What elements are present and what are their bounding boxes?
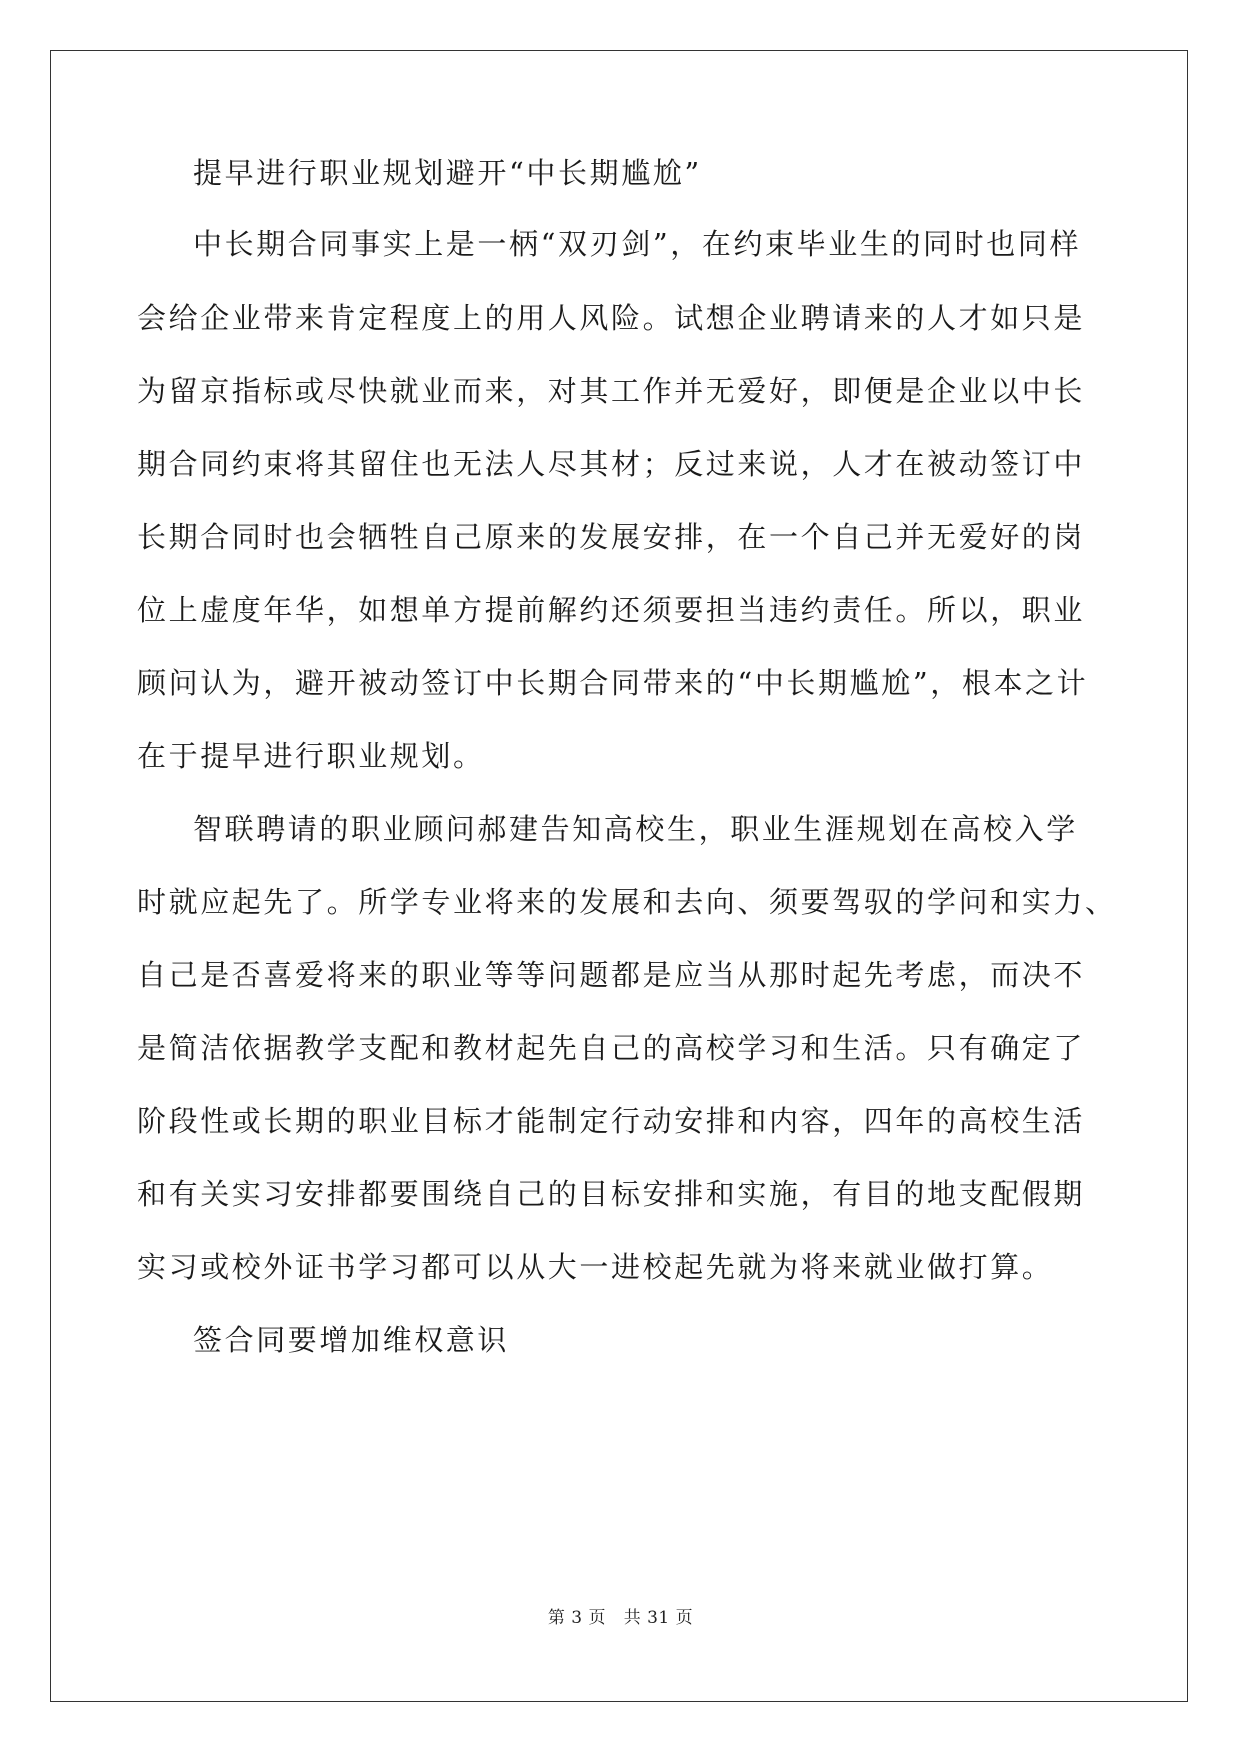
body-line: 位上虚度年华，如想单方提前解约还须要担当违约责任。所以，职业 (137, 593, 1086, 627)
body-line: 智联聘请的职业顾问郝建告知高校生，职业生涯规划在高校入学 (193, 812, 1078, 846)
body-line: 会给企业带来肯定程度上的用人风险。试想企业聘请来的人才如只是 (137, 301, 1086, 335)
body-line: 自己是否喜爱将来的职业等等问题都是应当从那时起先考虑，而决不 (137, 958, 1086, 992)
body-line: 阶段性或长期的职业目标才能制定行动安排和内容，四年的高校生活 (137, 1104, 1086, 1138)
body-line: 为留京指标或尽快就业而来，对其工作并无爱好，即便是企业以中长 (137, 374, 1086, 408)
page-number: 第 3 页 共 31 页 (547, 1608, 694, 1628)
page-footer (0, 1607, 1241, 1629)
body-line: 是简洁依据教学支配和教材起先自己的高校学习和生活。只有确定了 (137, 1031, 1086, 1065)
body-line: 实习或校外证书学习都可以从大一进校起先就为将来就业做打算。 (137, 1250, 1054, 1284)
body-line: 顾问认为，避开被动签订中长期合同带来的“中长期尴尬”，根本之计 (137, 666, 1089, 700)
body-line: 在于提早进行职业规划。 (137, 739, 485, 773)
body-line: 长期合同时也会牺牲自己原来的发展安排，在一个自己并无爱好的岗 (137, 520, 1086, 554)
section-heading: 提早进行职业规划避开“中长期尴尬” (193, 156, 702, 190)
body-line: 期合同约束将其留住也无法人尽其材；反过来说，人才在被动签订中 (137, 447, 1086, 481)
body-line: 中长期合同事实上是一柄“双刃剑”，在约束毕业生的同时也同样 (193, 227, 1082, 261)
body-line: 和有关实习安排都要围绕自己的目标安排和实施，有目的地支配假期 (137, 1177, 1086, 1211)
section-heading: 签合同要增加维权意识 (193, 1323, 510, 1357)
body-line: 时就应起先了。所学专业将来的发展和去向、须要驾驭的学问和实力、 (137, 885, 1117, 919)
